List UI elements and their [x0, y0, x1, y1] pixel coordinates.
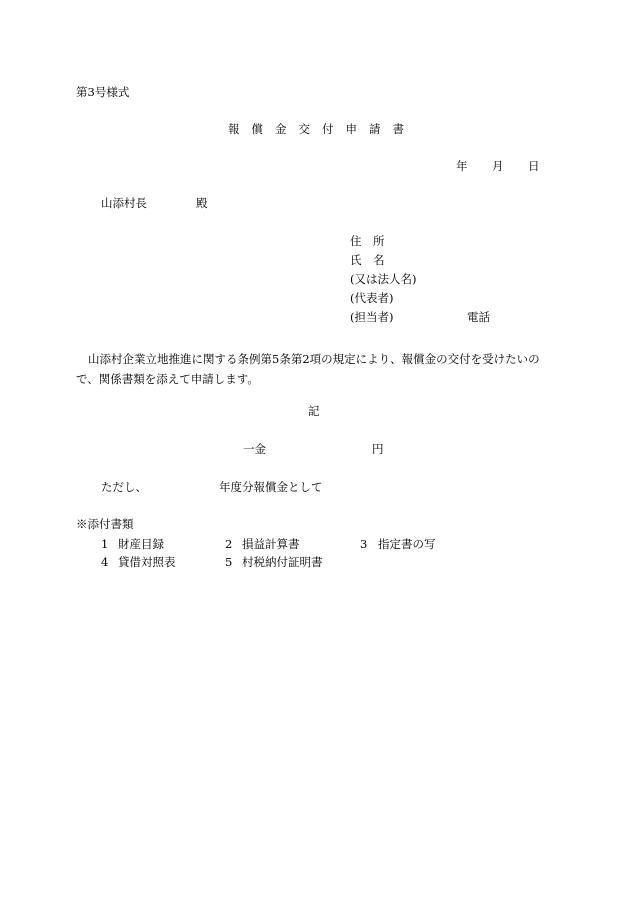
attachment-label: 財産目録	[118, 537, 164, 551]
form-number: 第3号様式	[76, 85, 130, 99]
contact-person-label: (担当者)	[350, 310, 394, 324]
proviso-suffix: 年度分報償金として	[219, 480, 323, 494]
date-year: 年	[456, 159, 468, 173]
date-day: 日	[528, 159, 540, 173]
ki-marker: 記	[308, 404, 320, 418]
corporation-label: (又は法人名)	[350, 272, 417, 286]
name-label: 氏 名	[350, 253, 385, 267]
attachment-number: 4	[101, 555, 109, 569]
date-month: 月	[492, 159, 504, 173]
request-body-text: 山添村企業立地推進に関する条例第5条第2項の規定により、報償金の交付を受けたいので、関係書類を添えて申請します。	[76, 352, 540, 386]
attachment-number: 5	[225, 555, 233, 569]
amount-prefix: 一金	[243, 442, 266, 456]
attachment-label: 村税納付証明書	[242, 555, 323, 569]
proviso-prefix: ただし、	[101, 480, 147, 494]
attachment-number: 2	[225, 537, 233, 551]
attachment-label: 貸借対照表	[118, 555, 176, 569]
document-title: 報償金交付申請書	[228, 122, 416, 136]
attachment-label: 指定書の写	[378, 537, 436, 551]
attachment-label: 損益計算書	[242, 537, 300, 551]
representative-label: (代表者)	[350, 291, 394, 305]
address-label: 住 所	[350, 234, 385, 248]
addressee-honorific: 殿	[196, 196, 208, 210]
amount-unit: 円	[372, 442, 384, 456]
attachments-heading: ※添付書類	[76, 517, 134, 531]
attachment-number: 3	[360, 537, 368, 551]
attachment-number: 1	[101, 537, 109, 551]
addressee-name: 山添村長	[101, 196, 147, 210]
phone-label: 電話	[467, 310, 490, 324]
